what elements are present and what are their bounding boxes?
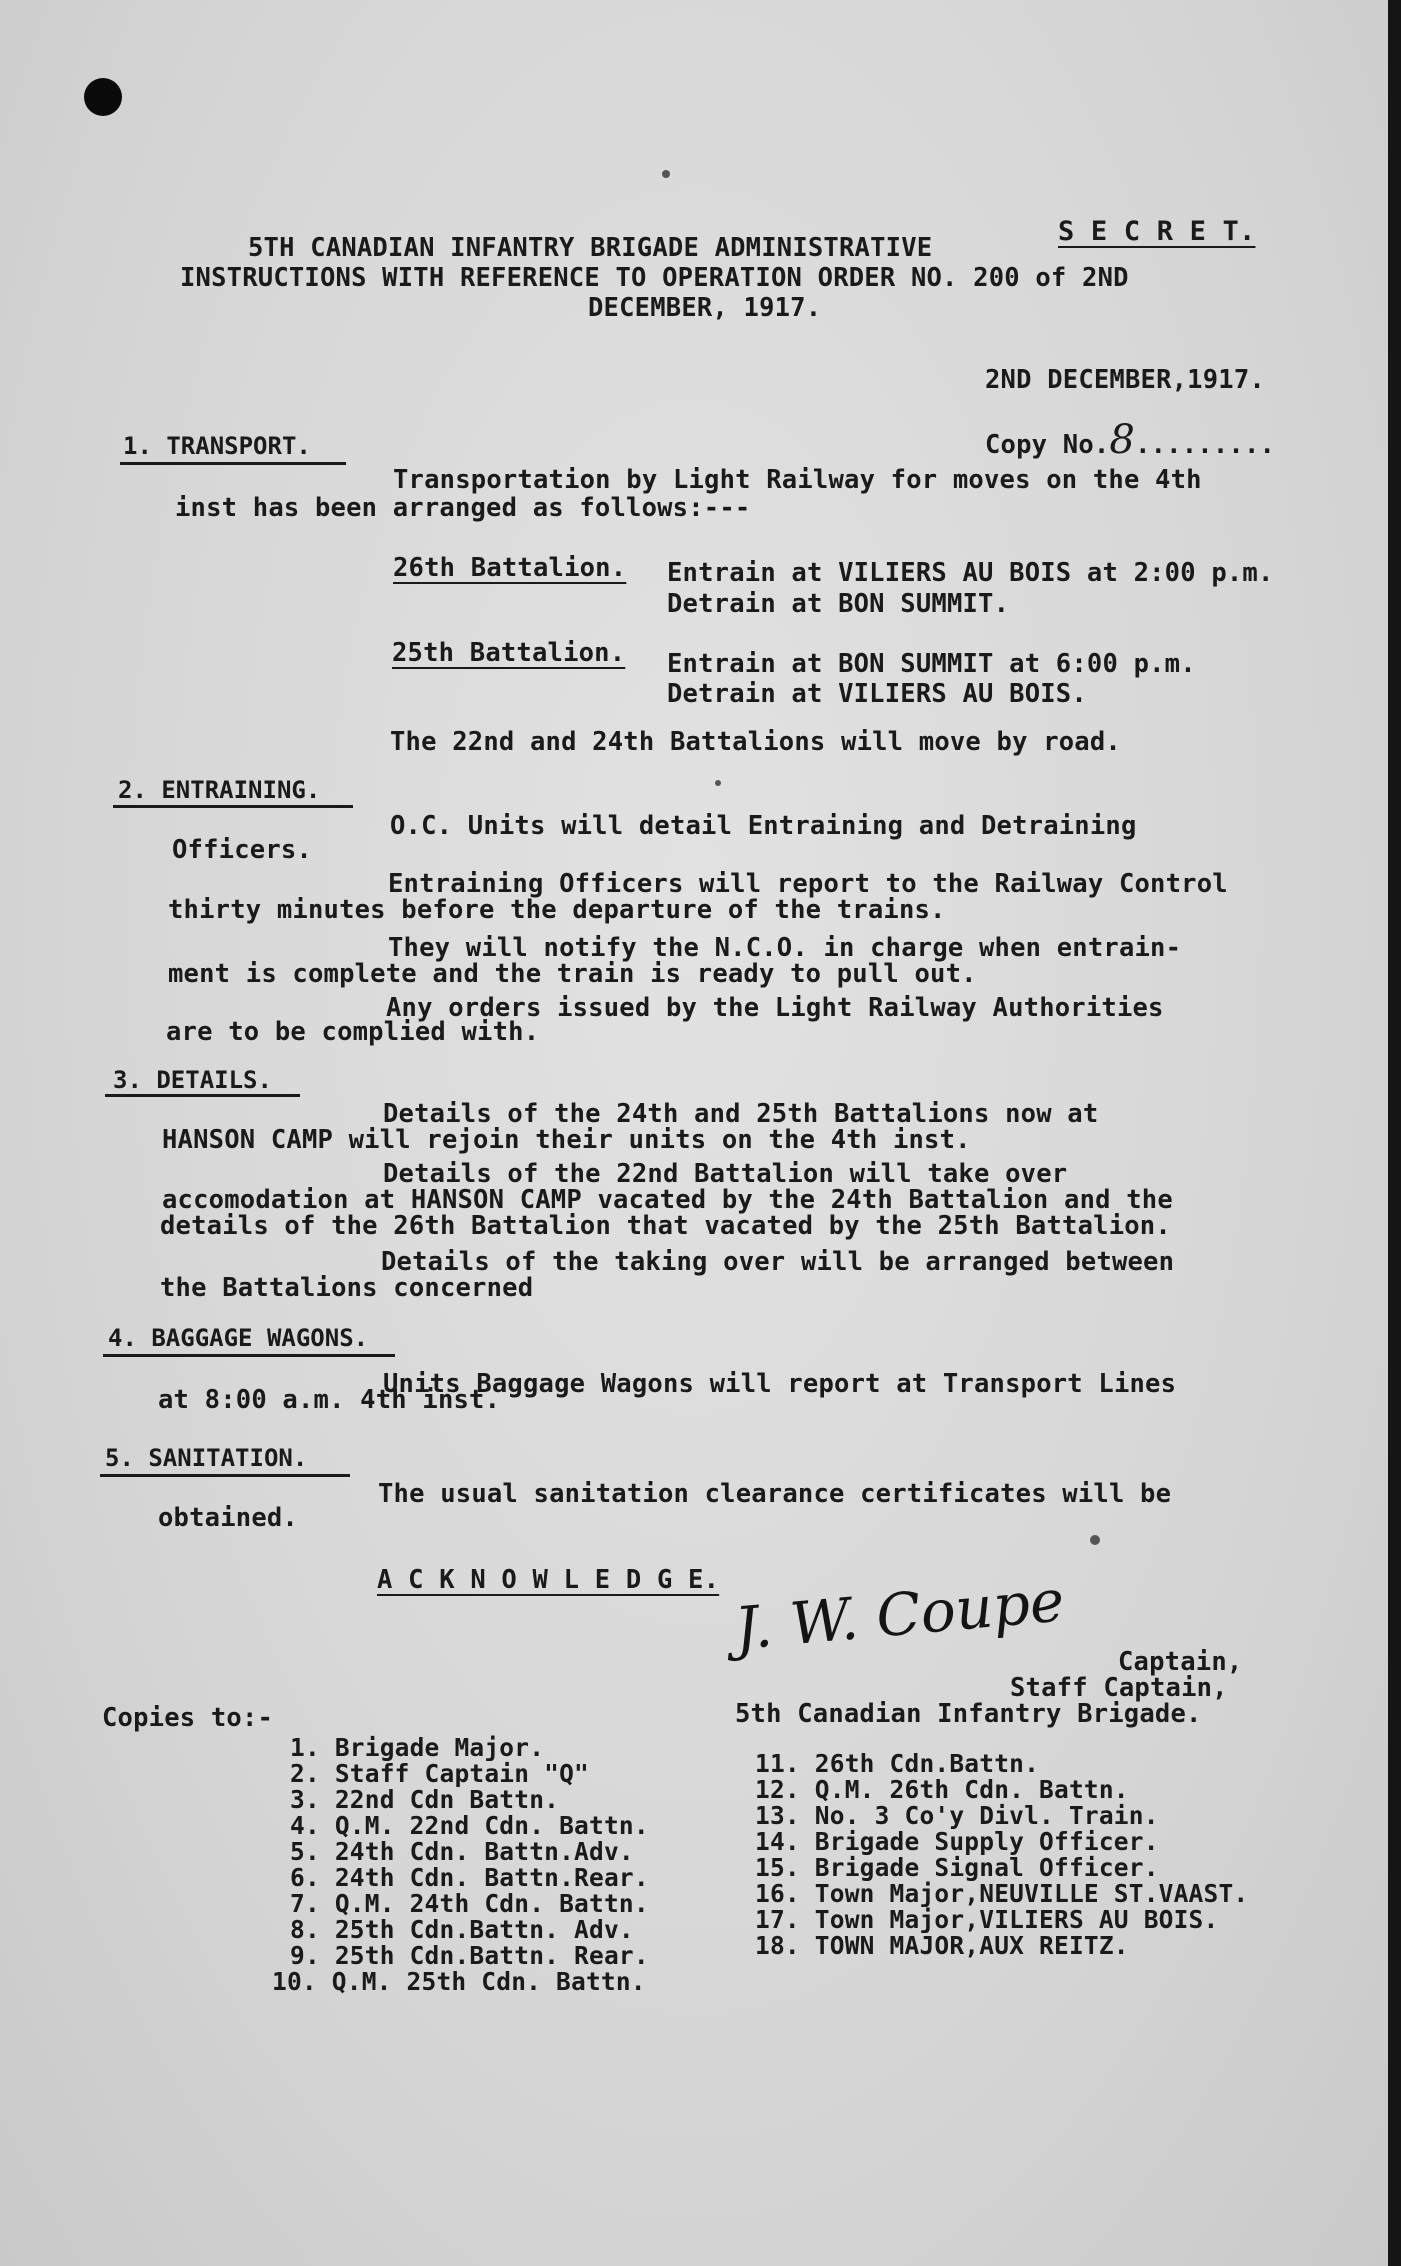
transport-intro-line-2: inst has been arranged as follows:--- xyxy=(175,493,751,523)
baggage-line-2: at 8:00 a.m. 4th inst. xyxy=(158,1385,501,1415)
section-underline xyxy=(120,462,346,465)
list-item: 13. No. 3 Co'y Divl. Train. xyxy=(755,1801,1159,1830)
copy-number-label: Copy No. xyxy=(985,430,1110,460)
section-underline xyxy=(100,1474,350,1477)
entraining-line-5: They will notify the N.C.O. in charge when entrain- xyxy=(388,933,1182,963)
list-item: 1. Brigade Major. xyxy=(290,1733,545,1762)
signature-appointment: Staff Captain, xyxy=(1010,1673,1228,1703)
section-heading-transport: 1. TRANSPORT. xyxy=(123,432,311,460)
details-line-2: HANSON CAMP will rejoin their units on the 4th inst. xyxy=(162,1125,971,1155)
scan-edge xyxy=(1388,0,1401,2266)
document-title-line-3: DECEMBER, 1917. xyxy=(588,293,822,323)
copy-number-dots: ......... xyxy=(1135,430,1276,460)
list-item: 8. 25th Cdn.Battn. Adv. xyxy=(290,1915,634,1944)
details-line-1: Details of the 24th and 25th Battalions now at xyxy=(383,1099,1099,1129)
handwritten-signature: J. W. Coupe xyxy=(732,1566,1067,1663)
move-25th-entrain: Entrain at BON SUMMIT at 6:00 p.m. xyxy=(667,649,1196,679)
copy-number-line xyxy=(985,417,1276,463)
entraining-line-7: Any orders issued by the Light Railway Authorities xyxy=(386,993,1164,1023)
list-item: 18. TOWN MAJOR,AUX REITZ. xyxy=(755,1931,1129,1960)
details-line-4: accomodation at HANSON CAMP vacated by the 24th Battalion and the xyxy=(162,1185,1173,1215)
move-26th-detrain: Detrain at BON SUMMIT. xyxy=(667,589,1010,619)
entraining-line-6: ment is complete and the train is ready to pull out. xyxy=(168,959,977,989)
sanitation-line-1: The usual sanitation clearance certificates will be xyxy=(378,1479,1172,1509)
baggage-line-1: Units Baggage Wagons will report at Transport Lines xyxy=(383,1369,1177,1399)
section-heading-details: 3. DETAILS. xyxy=(113,1066,272,1094)
signature-rank: Captain, xyxy=(1118,1647,1243,1677)
entraining-line-8: are to be complied with. xyxy=(166,1017,540,1047)
copies-to-label: Copies to:- xyxy=(102,1703,274,1733)
section-heading-sanitation: 5. SANITATION. xyxy=(105,1444,308,1472)
move-26th-entrain: Entrain at VILIERS AU BOIS at 2:00 p.m. xyxy=(667,558,1274,588)
details-line-7: the Battalions concerned xyxy=(160,1273,534,1303)
section-underline xyxy=(103,1354,395,1357)
list-item: 2. Staff Captain "Q" xyxy=(290,1759,590,1788)
document-title-line-2: INSTRUCTIONS WITH REFERENCE TO OPERATION ORDER NO. 200 of 2ND xyxy=(180,263,1129,293)
details-line-6: Details of the taking over will be arranged between xyxy=(381,1247,1175,1277)
list-item: 4. Q.M. 22nd Cdn. Battn. xyxy=(290,1811,649,1840)
details-line-5: details of the 26th Battalion that vacated by the 25th Battalion. xyxy=(160,1211,1171,1241)
details-line-3: Details of the 22nd Battalion will take over xyxy=(383,1159,1068,1189)
punch-hole xyxy=(84,78,122,116)
list-item: 16. Town Major,NEUVILLE ST.VAAST. xyxy=(755,1879,1249,1908)
entraining-line-4: thirty minutes before the departure of the trains. xyxy=(168,895,946,925)
list-item: 12. Q.M. 26th Cdn. Battn. xyxy=(755,1775,1129,1804)
move-unit-25th: 25th Battalion. xyxy=(392,638,626,668)
list-item: 17. Town Major,VILIERS AU BOIS. xyxy=(755,1905,1219,1934)
section-underline xyxy=(113,805,353,808)
list-item: 11. 26th Cdn.Battn. xyxy=(755,1749,1040,1778)
paper-speck xyxy=(715,780,721,786)
entraining-line-2: Officers. xyxy=(172,835,312,865)
section-heading-baggage-wagons: 4. BAGGAGE WAGONS. xyxy=(108,1324,369,1352)
transport-intro-line-1: Transportation by Light Railway for moves on the 4th xyxy=(393,465,1202,495)
list-item: 7. Q.M. 24th Cdn. Battn. xyxy=(290,1889,649,1918)
section-heading-entraining: 2. ENTRAINING. xyxy=(118,776,321,804)
paper-speck xyxy=(1090,1535,1100,1545)
list-item: 14. Brigade Supply Officer. xyxy=(755,1827,1159,1856)
paper-speck xyxy=(662,170,670,178)
signature-formation: 5th Canadian Infantry Brigade. xyxy=(735,1699,1202,1729)
document-title-line-1: 5TH CANADIAN INFANTRY BRIGADE ADMINISTRATIVE xyxy=(248,233,933,263)
document-date: 2ND DECEMBER,1917. xyxy=(985,365,1265,395)
transport-closing: The 22nd and 24th Battalions will move by road. xyxy=(390,727,1121,757)
classification-marking: S E C R E T. xyxy=(1058,216,1256,247)
list-item: 9. 25th Cdn.Battn. Rear. xyxy=(290,1941,649,1970)
section-underline xyxy=(105,1094,300,1097)
entraining-line-1: O.C. Units will detail Entraining and Detraining xyxy=(390,811,1137,841)
list-item: 6. 24th Cdn. Battn.Rear. xyxy=(290,1863,649,1892)
copy-number-value: 8 xyxy=(1109,417,1136,463)
entraining-line-3: Entraining Officers will report to the Railway Control xyxy=(388,869,1228,899)
move-unit-26th: 26th Battalion. xyxy=(393,553,627,583)
list-item: 15. Brigade Signal Officer. xyxy=(755,1853,1159,1882)
list-item: 5. 24th Cdn. Battn.Adv. xyxy=(290,1837,634,1866)
sanitation-line-2: obtained. xyxy=(158,1503,298,1533)
acknowledge-instruction: A C K N O W L E D G E. xyxy=(377,1565,720,1595)
list-item: 3. 22nd Cdn Battn. xyxy=(290,1785,560,1814)
list-item: 10. Q.M. 25th Cdn. Battn. xyxy=(272,1967,646,1996)
move-25th-detrain: Detrain at VILIERS AU BOIS. xyxy=(667,679,1087,709)
